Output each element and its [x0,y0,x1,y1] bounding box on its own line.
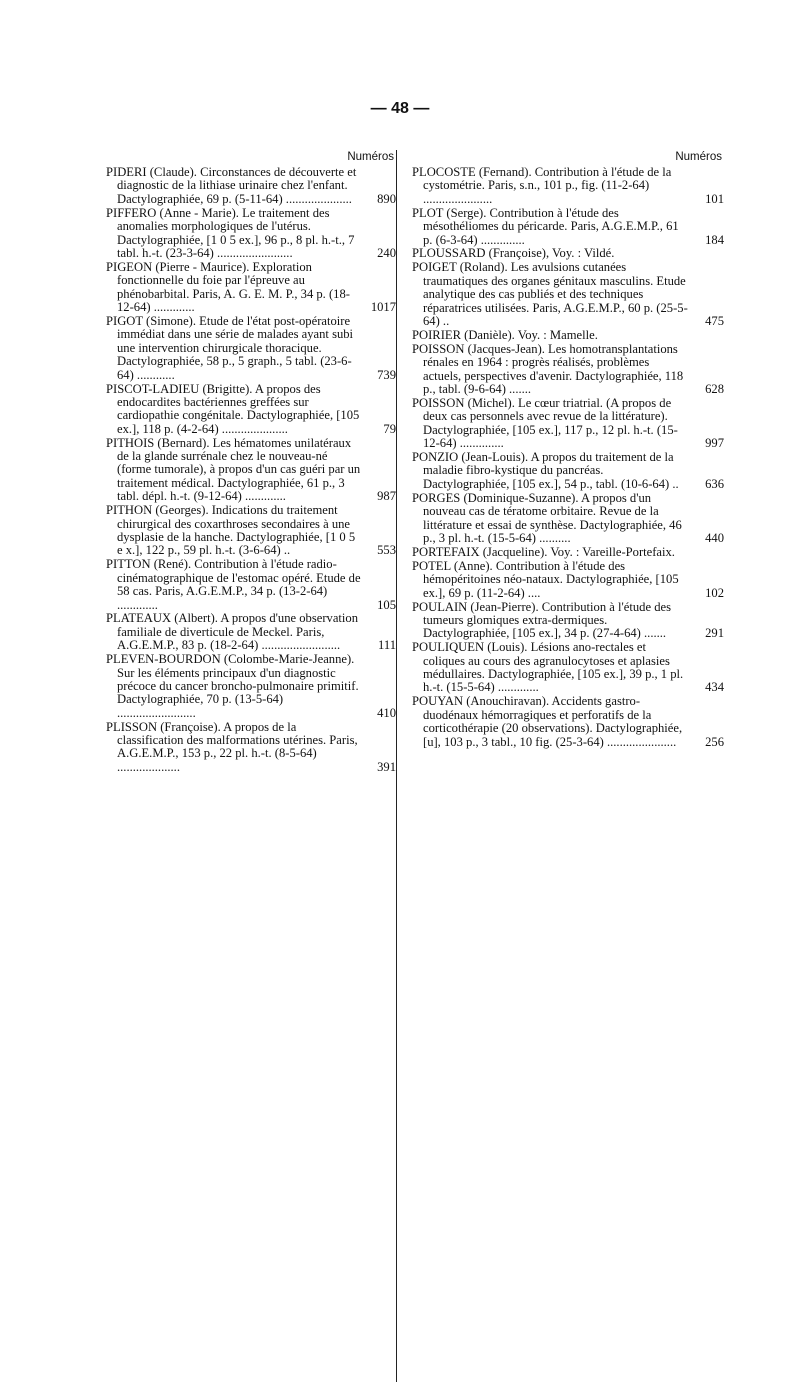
entry-text: PLOT (Serge). Contribution à l'étude des mésothéliomes du péricarde. Paris, A.G.E.M.P., 61 p. (6-3-64) .............. [412,205,679,247]
entry-number: 410 [377,705,396,720]
bibliography-entry [412,546,690,559]
entry-number: 987 [377,489,396,504]
entry-text: PLISSON (Françoise). A propos de la classification des malformations utérines. Paris, A.G.E.M.P., 153 p., 22 pl. h.-t. (8-5-64) .................... [106,719,358,774]
entry-text: POUYAN (Anouchiravan). Accidents gastro-duodénaux hémorragiques et perforatifs de la corticothérapie (20 observations). Dactylographiée, [u], 103 p., 3 tabl., 10 fig. (25-3-64) ...................... [412,694,683,749]
entry-text: POULAIN (Jean-Pierre). Contribution à l'étude des tumeurs glomiques extra-dermiques. Dactylographiée, [105 ex.], 34 p. (27-4-64) ....... [412,599,671,641]
column-divider [396,150,397,1382]
entry-text: PIGOT (Simone). Etude de l'état post-opératoire immédiat dans une série de malades ayant subi une intervention chirurgicale thoracique. Dactylographiée, 58 p., 5 graph., 5 tabl. (23-6-64) ............ [106,313,354,382]
entry-text: PIDERI (Claude). Circonstances de découverte et diagnostic de la lithiase urinaire chez l'enfant. Dactylographiée, 69 p. (5-11-64) ..................... [106,165,357,206]
bibliography-entry [412,165,724,206]
entry-number: 79 [383,421,396,436]
entry-text: POULIQUEN (Louis). Lésions ano-rectales et coliques au cours des agranulocytoses et aplasies médullaires. Dactylographiée, [105 ex.], 39 p., 1 pl. h.-t. (15-5-64) ............. [412,640,684,695]
entry-number: 102 [705,585,724,600]
bibliography-entry [412,341,724,397]
entry-text: PLATEAUX (Albert). A propos d'une observation familiale de diverticule de Meckel. Paris, A.G.E.M.P., 83 p. (18-2-64) ......................... [106,611,359,653]
entry-text: POISSON (Michel). Le cœur triatrial. (A propos de deux cas personnels avec revue de la littérature). Dactylographiée, [105 ex.], 117 p., 12 pl. h.-t. (15-12-64) .............. [412,395,678,451]
page-number: — 48 — [370,100,430,117]
entry-number: 440 [705,530,724,545]
bibliography-entry [412,599,724,641]
bibliography-entry [412,558,724,600]
entry-number: 636 [705,476,724,491]
entry-number: 256 [705,734,724,749]
column-header-numeros: Numéros [675,151,722,163]
entry-number: 434 [705,680,724,695]
entry-text: PLEVEN-BOURDON (Colombe-Marie-Jeanne). Sur les éléments principaux d'un diagnostic précoce du cancer broncho-pulmonaire primitif. Dactylographiée, 70 p. (13-5-64) ......................... [106,652,359,720]
entry-number: 101 [705,191,724,206]
left-column [106,148,396,775]
bibliography-entry [412,247,690,260]
bibliography-entry [106,557,396,612]
bibliography-entry [412,694,724,749]
entry-number: 553 [377,543,396,558]
bibliography-entry [412,205,724,247]
bibliography-entry [412,640,724,695]
right-column [412,148,724,749]
entry-number: 240 [377,245,396,260]
entry-number: 628 [705,382,724,396]
entry-text: PORTEFAIX (Jacqueline). Voy. : Vareille-Portefaix. [412,544,675,559]
bibliography-entry [412,490,724,546]
entry-number: 997 [705,436,724,451]
bibliography-entry [106,435,396,504]
bibliography-entry [106,205,396,261]
entry-number: 105 [377,597,396,612]
bibliography-entry [106,381,396,437]
entry-number: 475 [705,313,724,328]
entry-text: POIGET (Roland). Les avulsions cutanées traumatiques des organes génitaux masculins. Etude analytique des cas publiés et des techniques réparatrices utilisées. Paris, A.G.E.M.P., 60 p. (25-5-64) .. [412,260,688,328]
bibliography-entry [412,395,724,451]
entry-number: 391 [377,759,396,774]
entry-text: PORGES (Dominique-Suzanne). A propos d'un nouveau cas de tératome orbitaire. Revue de la littérature et essai de synthèse. Dactylographiée, 46 p., 3 pl. h.-t. (15-5-64) .......... [412,490,682,545]
entry-text: PITTON (René). Contribution à l'étude radio-cinématographique de l'estomac opéré. Etude de 58 cas. Paris, A.G.E.M.P., 34 p. (13-2-64) ............. [106,557,361,612]
entry-text: PISCOT-LADIEU (Brigitte). A propos des endocardites bactériennes greffées sur cardiopathie congénitale. Dactylographiée, [105 ex.], 118 p. (4-2-64) ..................... [106,381,360,436]
bibliography-entry [412,450,724,491]
entry-number: 1017 [370,300,396,315]
bibliography-entry [106,719,396,775]
bibliography-entry [412,329,690,342]
entry-number: 890 [377,191,396,206]
bibliography-entry [106,165,396,206]
entry-text: PIFFERO (Anne - Marie). Le traitement des anomalies morphologiques de l'utérus. Dactylographiée, [1 0 5 ex.], 96 p., 8 pl. h.-t., 7 tabl. h.-t. (23-3-64) ........................ [106,205,355,260]
entry-text: PLOCOSTE (Fernand). Contribution à l'étude de la cystométrie. Paris, s.n., 101 p., fig. (11-2-64) ...................... [412,165,672,206]
entry-text: POIRIER (Danièle). Voy. : Mamelle. [412,327,598,342]
right-entry-list [412,165,724,749]
bibliography-entry [412,260,724,328]
entry-text: PIGEON (Pierre - Maurice). Exploration fonctionnelle du foie par l'épreuve au phénobarbital. Paris, A. G. E. M. P., 34 p. (18-12-64) ............. [106,259,350,315]
entry-text: POTEL (Anne). Contribution à l'étude des hémopéritoines néo-nataux. Dactylographiée, [105 ex.], 69 p. (11-2-64) .... [412,558,679,600]
bibliography-entry [106,503,396,558]
entry-text: PLOUSSARD (Françoise), Voy. : Vildé. [412,246,615,261]
bibliography-entry [106,313,396,382]
entry-number: 739 [377,367,396,382]
bibliography-entry [106,611,396,653]
left-entry-list [106,165,396,774]
entry-number: 111 [378,638,396,653]
column-header-numeros: Numéros [347,151,394,163]
entry-number: 291 [705,626,724,641]
entry-text: PITHOIS (Bernard). Les hématomes unilatéraux de la glande surrénale chez le nouveau-né (forme tumorale), à propos d'un cas guéri par un traitement médical. Dactylographiée, 61 p., 3 tabl. dépl. h.-t. (9-12-64) ............. [106,435,361,504]
bibliography-entry [106,652,396,720]
entry-number: 184 [705,232,724,247]
entry-text: PONZIO (Jean-Louis). A propos du traitement de la maladie fibro-kystique du pancréas. Dactylographiée, [105 ex.], 54 p., tabl. (10-6-64) .. [412,450,679,491]
entry-text: PITHON (Georges). Indications du traitement chirurgical des coxarthroses secondaires à une dysplasie de la hanche. Dactylographiée, [1 0 5 e x.], 122 p., 59 pl. h.-t. (3-6-64) .. [106,503,356,558]
entry-text: POISSON (Jacques-Jean). Les homotransplantations rénales en 1964 : progrès réalisés, problèmes actuels, perspectives d'avenir. Dactylographiée, 118 p., tabl. (9-6-64) ....... [412,341,684,396]
bibliography-entry [106,259,396,315]
